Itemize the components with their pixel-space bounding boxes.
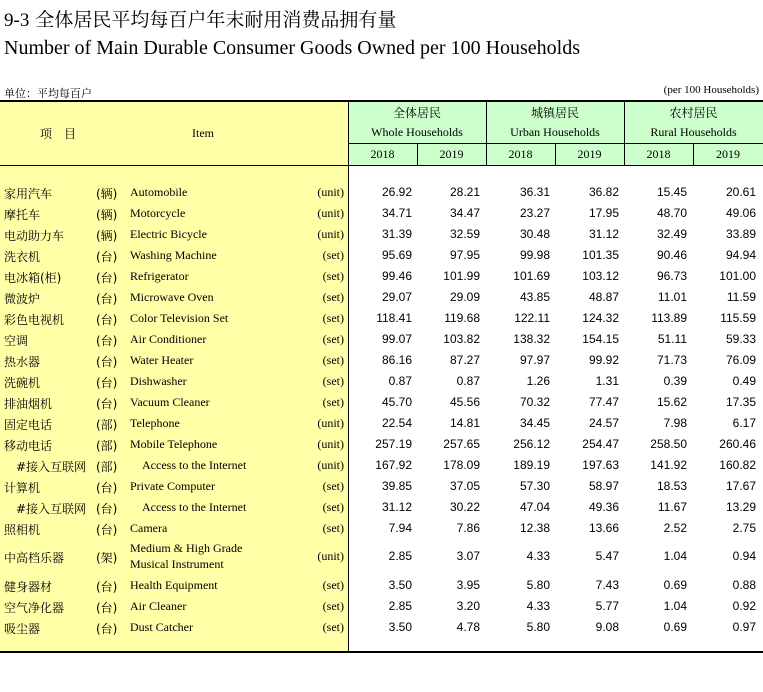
- value-cell: 113.89: [651, 311, 687, 325]
- value-cell: 99.98: [519, 248, 550, 262]
- item-unit-en: (set): [322, 620, 344, 634]
- table-row: [0, 224, 763, 245]
- value-cell: 4.33: [526, 549, 550, 563]
- item-name-en: [130, 599, 186, 614]
- item-unit-zh: (台): [96, 580, 118, 594]
- value-cell: 167.92: [375, 458, 412, 472]
- item-unit-zh: (台): [96, 601, 118, 615]
- table-row: [0, 182, 763, 203]
- item-unit-zh: (台): [96, 334, 118, 348]
- item-unit-en: (set): [322, 521, 344, 535]
- value-cell: 5.77: [595, 599, 619, 613]
- value-cell: 0.69: [663, 620, 687, 634]
- value-cell: 29.09: [449, 290, 480, 304]
- value-cell: 101.69: [513, 269, 550, 283]
- value-cell: 32.59: [449, 227, 480, 241]
- year-header: 2018: [508, 147, 533, 161]
- value-cell: 13.66: [588, 521, 619, 535]
- table-row: [0, 596, 763, 617]
- item-unit-zh: (辆): [96, 187, 118, 201]
- item-unit-en: (set): [322, 353, 344, 367]
- item-unit-en: (unit): [317, 549, 344, 563]
- group-whole-zh: 全体居民: [392, 106, 441, 120]
- table-row: [0, 476, 763, 497]
- item-unit-zh: (台): [96, 271, 118, 285]
- item-name-en: [130, 311, 228, 326]
- value-cell: 4.33: [526, 599, 550, 613]
- value-cell: 48.87: [588, 290, 619, 304]
- item-unit-en: (set): [322, 479, 344, 493]
- value-cell: 29.07: [381, 290, 412, 304]
- item-name-zh: 排油烟机: [4, 397, 53, 411]
- value-cell: 0.87: [388, 374, 412, 388]
- value-cell: 0.88: [732, 578, 756, 592]
- value-cell: 31.12: [381, 500, 412, 514]
- table-row: [0, 497, 763, 518]
- item-name-zh: 空调: [4, 334, 29, 348]
- value-cell: 3.50: [388, 620, 412, 634]
- item-unit-en: (unit): [317, 458, 344, 472]
- value-cell: 12.38: [519, 521, 550, 535]
- item-name-en-line: Private Computer: [130, 479, 215, 493]
- item-name-en-line: Motorcycle: [130, 206, 186, 220]
- item-name-zh: 洗衣机: [4, 250, 41, 264]
- value-cell: 103.82: [443, 332, 480, 346]
- value-cell: 1.26: [526, 374, 550, 388]
- value-cell: 47.04: [519, 500, 550, 514]
- value-cell: 189.19: [513, 458, 550, 472]
- header-bottom-rule: [0, 165, 763, 166]
- item-unit-en: (set): [322, 578, 344, 592]
- group-urban-zh: 城镇居民: [530, 106, 579, 120]
- item-unit-zh: (台): [96, 523, 118, 537]
- item-unit-en: (set): [322, 395, 344, 409]
- table-row: [0, 308, 763, 329]
- item-name-en: [142, 458, 246, 473]
- value-cell: 17.67: [725, 479, 756, 493]
- item-unit-zh: (台): [96, 292, 118, 306]
- value-cell: 43.85: [519, 290, 550, 304]
- value-cell: 119.68: [444, 311, 480, 325]
- group-whole-en: Whole Households: [371, 125, 463, 139]
- value-cell: 99.46: [381, 269, 412, 283]
- table-row: [0, 287, 763, 308]
- item-name-zh: 彩色电视机: [4, 313, 65, 327]
- item-name-zh: 健身器材: [4, 580, 53, 594]
- item-name-zh: 固定电话: [4, 418, 53, 432]
- value-cell: 33.89: [725, 227, 756, 241]
- value-cell: 118.41: [376, 311, 412, 325]
- table-row: [0, 350, 763, 371]
- item-unit-en: (set): [322, 332, 344, 346]
- item-unit-zh: (台): [96, 250, 118, 264]
- item-name-zh: #接入互联网: [4, 502, 87, 516]
- value-cell: 257.19: [375, 437, 412, 451]
- table-title-zh: [4, 5, 396, 32]
- table-row: [0, 203, 763, 224]
- value-cell: 1.31: [595, 374, 619, 388]
- value-cell: 30.48: [519, 227, 550, 241]
- value-cell: 59.33: [725, 332, 756, 346]
- value-cell: 30.22: [449, 500, 480, 514]
- value-cell: 11.01: [657, 290, 687, 304]
- value-cell: 17.35: [725, 395, 756, 409]
- item-unit-en: (unit): [317, 227, 344, 241]
- item-name-en: [130, 248, 217, 263]
- value-cell: 15.62: [656, 395, 687, 409]
- item-name-en: [130, 578, 218, 593]
- item-unit-zh: (台): [96, 397, 118, 411]
- item-name-en-line: Color Television Set: [130, 311, 229, 325]
- value-cell: 86.16: [381, 353, 412, 367]
- item-name-en-line: Health Equipment: [130, 578, 218, 592]
- item-name-zh: 家用汽车: [4, 187, 53, 201]
- item-name-en-line: Telephone: [130, 416, 180, 430]
- item-name-en-line: Refrigerator: [130, 269, 189, 283]
- value-cell: 34.45: [519, 416, 550, 430]
- item-name-en-line: Vacuum Cleaner: [130, 395, 210, 409]
- value-cell: 87.27: [449, 353, 480, 367]
- item-name-zh: 空气净化器: [4, 601, 65, 615]
- value-cell: 36.31: [519, 185, 550, 199]
- value-cell: 97.97: [519, 353, 550, 367]
- value-cell: 6.17: [732, 416, 756, 430]
- table-row: [0, 518, 763, 539]
- value-cell: 18.53: [656, 479, 687, 493]
- value-cell: 3.07: [456, 549, 480, 563]
- value-cell: 9.08: [595, 620, 619, 634]
- item-unit-zh: (台): [96, 313, 118, 327]
- item-unit-zh: (部): [96, 460, 118, 474]
- table-row: [0, 575, 763, 596]
- value-cell: 99.92: [588, 353, 619, 367]
- table-row: [0, 455, 763, 476]
- table-row: [0, 371, 763, 392]
- item-unit-en: (set): [322, 311, 344, 325]
- value-cell: 97.95: [449, 248, 480, 262]
- item-name-en: [130, 332, 206, 347]
- value-cell: 71.73: [656, 353, 687, 367]
- value-cell: 23.27: [519, 206, 550, 220]
- item-name-zh: 微波炉: [4, 292, 41, 306]
- item-unit-en: (set): [322, 500, 344, 514]
- value-cell: 7.43: [595, 578, 619, 592]
- item-unit-zh: (台): [96, 355, 118, 369]
- year-header: 2019: [716, 147, 740, 161]
- table-row: [0, 413, 763, 434]
- value-cell: 101.00: [719, 269, 756, 283]
- group-urban-en: Urban Households: [510, 125, 600, 139]
- value-cell: 4.78: [456, 620, 480, 634]
- value-cell: 99.07: [381, 332, 412, 346]
- item-unit-zh: (台): [96, 481, 118, 495]
- item-unit-en: (set): [322, 374, 344, 388]
- title-zh-text: 全体居民平均每百户年末耐用消费品拥有量: [35, 9, 397, 31]
- year-header: 2018: [646, 147, 671, 161]
- item-name-en: [130, 395, 210, 410]
- value-cell: 5.80: [526, 620, 550, 634]
- value-cell: 49.06: [725, 206, 756, 220]
- item-name-zh: 计算机: [4, 481, 41, 495]
- item-name-en-line: Musical Instrument: [130, 557, 224, 571]
- value-cell: 154.15: [582, 332, 619, 346]
- item-unit-en: (set): [322, 248, 344, 262]
- item-name-en-line: Mobile Telephone: [130, 437, 218, 451]
- value-cell: 34.71: [381, 206, 412, 220]
- value-cell: 7.98: [663, 416, 687, 430]
- value-cell: 37.05: [449, 479, 480, 493]
- item-name-en: [130, 206, 185, 221]
- value-cell: 28.21: [449, 185, 480, 199]
- value-cell: 160.82: [719, 458, 756, 472]
- value-cell: 76.09: [725, 353, 756, 367]
- item-name-en-line: Dust Catcher: [130, 620, 193, 634]
- item-name-en-line: Camera: [130, 521, 168, 535]
- item-unit-en: (unit): [317, 206, 344, 220]
- value-cell: 141.92: [650, 458, 687, 472]
- item-name-en-line: Access to the Internet: [142, 458, 247, 472]
- item-unit-zh: (辆): [96, 229, 118, 243]
- value-cell: 34.47: [449, 206, 480, 220]
- value-cell: 256.12: [513, 437, 550, 451]
- item-unit-zh: (部): [96, 439, 118, 453]
- value-cell: 90.46: [656, 248, 687, 262]
- value-cell: 0.87: [456, 374, 480, 388]
- value-cell: 258.50: [650, 437, 687, 451]
- group-rural-zh: 农村居民: [669, 106, 718, 120]
- item-name-en: [130, 437, 217, 452]
- value-cell: 2.75: [732, 521, 756, 535]
- table-row: [0, 245, 763, 266]
- value-cell: 11.59: [726, 290, 756, 304]
- value-cell: 7.94: [388, 521, 412, 535]
- value-cell: 26.92: [381, 185, 412, 199]
- value-cell: 95.69: [381, 248, 412, 262]
- value-cell: 49.36: [588, 500, 619, 514]
- item-name-en-line: Dishwasher: [130, 374, 187, 388]
- value-cell: 94.94: [725, 248, 756, 262]
- table-row: [0, 392, 763, 413]
- value-cell: 13.29: [725, 500, 756, 514]
- item-unit-zh: (部): [96, 418, 118, 432]
- value-cell: 2.85: [388, 549, 412, 563]
- value-cell: 254.47: [582, 437, 619, 451]
- value-cell: 0.49: [732, 374, 756, 388]
- value-cell: 96.73: [656, 269, 687, 283]
- table-row: [0, 539, 763, 575]
- item-name-zh: 照相机: [4, 523, 41, 537]
- item-name-en: [130, 620, 193, 635]
- value-cell: 5.80: [526, 578, 550, 592]
- value-cell: 197.63: [582, 458, 619, 472]
- item-unit-en: (set): [322, 599, 344, 613]
- year-header: 2018: [370, 147, 395, 161]
- value-cell: 17.95: [588, 206, 619, 220]
- bottom-rule: [0, 651, 763, 653]
- value-cell: 24.57: [588, 416, 619, 430]
- item-unit-en: (unit): [317, 437, 344, 451]
- value-cell: 70.32: [519, 395, 550, 409]
- item-name-zh: 电动助力车: [4, 229, 65, 243]
- item-name-zh: 吸尘器: [4, 622, 41, 636]
- value-cell: 39.85: [381, 479, 412, 493]
- table-row: [0, 617, 763, 638]
- value-cell: 122.11: [514, 311, 550, 325]
- value-cell: 257.65: [443, 437, 480, 451]
- item-name-zh: 热水器: [4, 355, 41, 369]
- table-row: [0, 329, 763, 350]
- item-unit-en: (unit): [317, 416, 344, 430]
- item-unit-zh: (台): [96, 502, 118, 516]
- value-cell: 11.67: [657, 500, 687, 514]
- value-cell: 2.85: [388, 599, 412, 613]
- item-name-en: [130, 269, 189, 284]
- value-cell: 260.46: [719, 437, 756, 451]
- value-cell: 1.04: [663, 549, 687, 563]
- item-name-en-line: Microwave Oven: [130, 290, 214, 304]
- value-cell: 101.35: [582, 248, 619, 262]
- value-cell: 178.09: [443, 458, 480, 472]
- item-name-en: [130, 227, 207, 242]
- item-name-en-line: Washing Machine: [130, 248, 217, 262]
- value-cell: 22.54: [381, 416, 412, 430]
- value-cell: 7.86: [456, 521, 480, 535]
- item-name-en: [130, 290, 214, 305]
- value-cell: 45.56: [449, 395, 480, 409]
- item-name-en: [130, 479, 215, 494]
- item-name-en-line: Air Cleaner: [130, 599, 187, 613]
- item-name-en: [130, 521, 167, 536]
- table-title-en: Number of Main Durable Consumer Goods Owned per 100 Households: [4, 37, 581, 59]
- item-name-en-line: Access to the Internet: [142, 500, 247, 514]
- item-unit-en: (unit): [317, 185, 344, 199]
- header-item-zh: 项 目: [40, 127, 77, 141]
- table-number: 9-3: [4, 10, 30, 31]
- year-header: 2019: [577, 147, 602, 161]
- value-cell: 2.52: [663, 521, 687, 535]
- value-cell: 20.61: [725, 185, 756, 199]
- group-rural-en: Rural Households: [650, 125, 737, 139]
- value-cell: 31.39: [381, 227, 412, 241]
- value-cell: 138.32: [513, 332, 550, 346]
- value-cell: 3.95: [456, 578, 480, 592]
- value-cell: 0.94: [732, 549, 756, 563]
- year-header: 2019: [439, 147, 464, 161]
- value-cell: 101.99: [443, 269, 480, 283]
- value-cell: 124.32: [582, 311, 619, 325]
- value-cell: 31.12: [588, 227, 619, 241]
- item-name-en-line: Medium & High Grade: [130, 541, 243, 555]
- item-name-en: [142, 500, 246, 515]
- item-name-zh: 中高档乐器: [4, 551, 65, 565]
- item-unit-zh: (架): [96, 551, 118, 565]
- value-cell: 48.70: [656, 206, 687, 220]
- value-cell: 5.47: [595, 549, 619, 563]
- value-cell: 103.12: [582, 269, 619, 283]
- value-cell: 0.69: [663, 578, 687, 592]
- item-unit-en: (set): [322, 290, 344, 304]
- value-cell: 3.50: [388, 578, 412, 592]
- item-name-en: [130, 185, 187, 200]
- item-name-en-line: Electric Bicycle: [130, 227, 207, 241]
- value-cell: 3.20: [456, 599, 480, 613]
- value-cell: 51.11: [657, 332, 687, 346]
- value-cell: 14.81: [449, 416, 480, 430]
- item-name-en-line: Water Heater: [130, 353, 194, 367]
- item-name-en-line: Automobile: [130, 185, 188, 199]
- item-name-zh: 移动电话: [4, 439, 53, 453]
- value-cell: 45.70: [381, 395, 412, 409]
- value-cell: 0.92: [732, 599, 756, 613]
- unit-label-zh: 单位：平均每百户: [4, 87, 92, 100]
- table-row: [0, 434, 763, 455]
- item-name-en: [130, 416, 180, 431]
- value-cell: 15.45: [656, 185, 687, 199]
- top-rule: [0, 100, 763, 102]
- item-name-zh: 洗碗机: [4, 376, 41, 390]
- value-cell: 0.97: [732, 620, 756, 634]
- value-cell: 115.59: [720, 311, 756, 325]
- item-name-en: [130, 540, 242, 572]
- item-name-en: [130, 374, 187, 389]
- value-cell: 32.49: [656, 227, 687, 241]
- value-cell: 58.97: [588, 479, 619, 493]
- item-name-zh: 摩托车: [4, 208, 41, 222]
- item-unit-zh: (台): [96, 622, 118, 636]
- table-row: [0, 266, 763, 287]
- value-cell: 1.04: [663, 599, 687, 613]
- value-cell: 77.47: [588, 395, 619, 409]
- unit-label-en: (per 100 Households): [663, 84, 759, 96]
- value-cell: 0.39: [663, 374, 687, 388]
- header-item-en: Item: [192, 126, 214, 140]
- item-name-en: [130, 353, 193, 368]
- item-unit-zh: (辆): [96, 208, 118, 222]
- item-unit-zh: (台): [96, 376, 118, 390]
- item-name-zh: 电冰箱(柜): [4, 271, 62, 285]
- value-cell: 36.82: [588, 185, 619, 199]
- value-cell: 57.30: [519, 479, 550, 493]
- item-name-en-line: Air Conditioner: [130, 332, 207, 346]
- item-unit-en: (set): [322, 269, 344, 283]
- item-name-zh: #接入互联网: [4, 460, 87, 474]
